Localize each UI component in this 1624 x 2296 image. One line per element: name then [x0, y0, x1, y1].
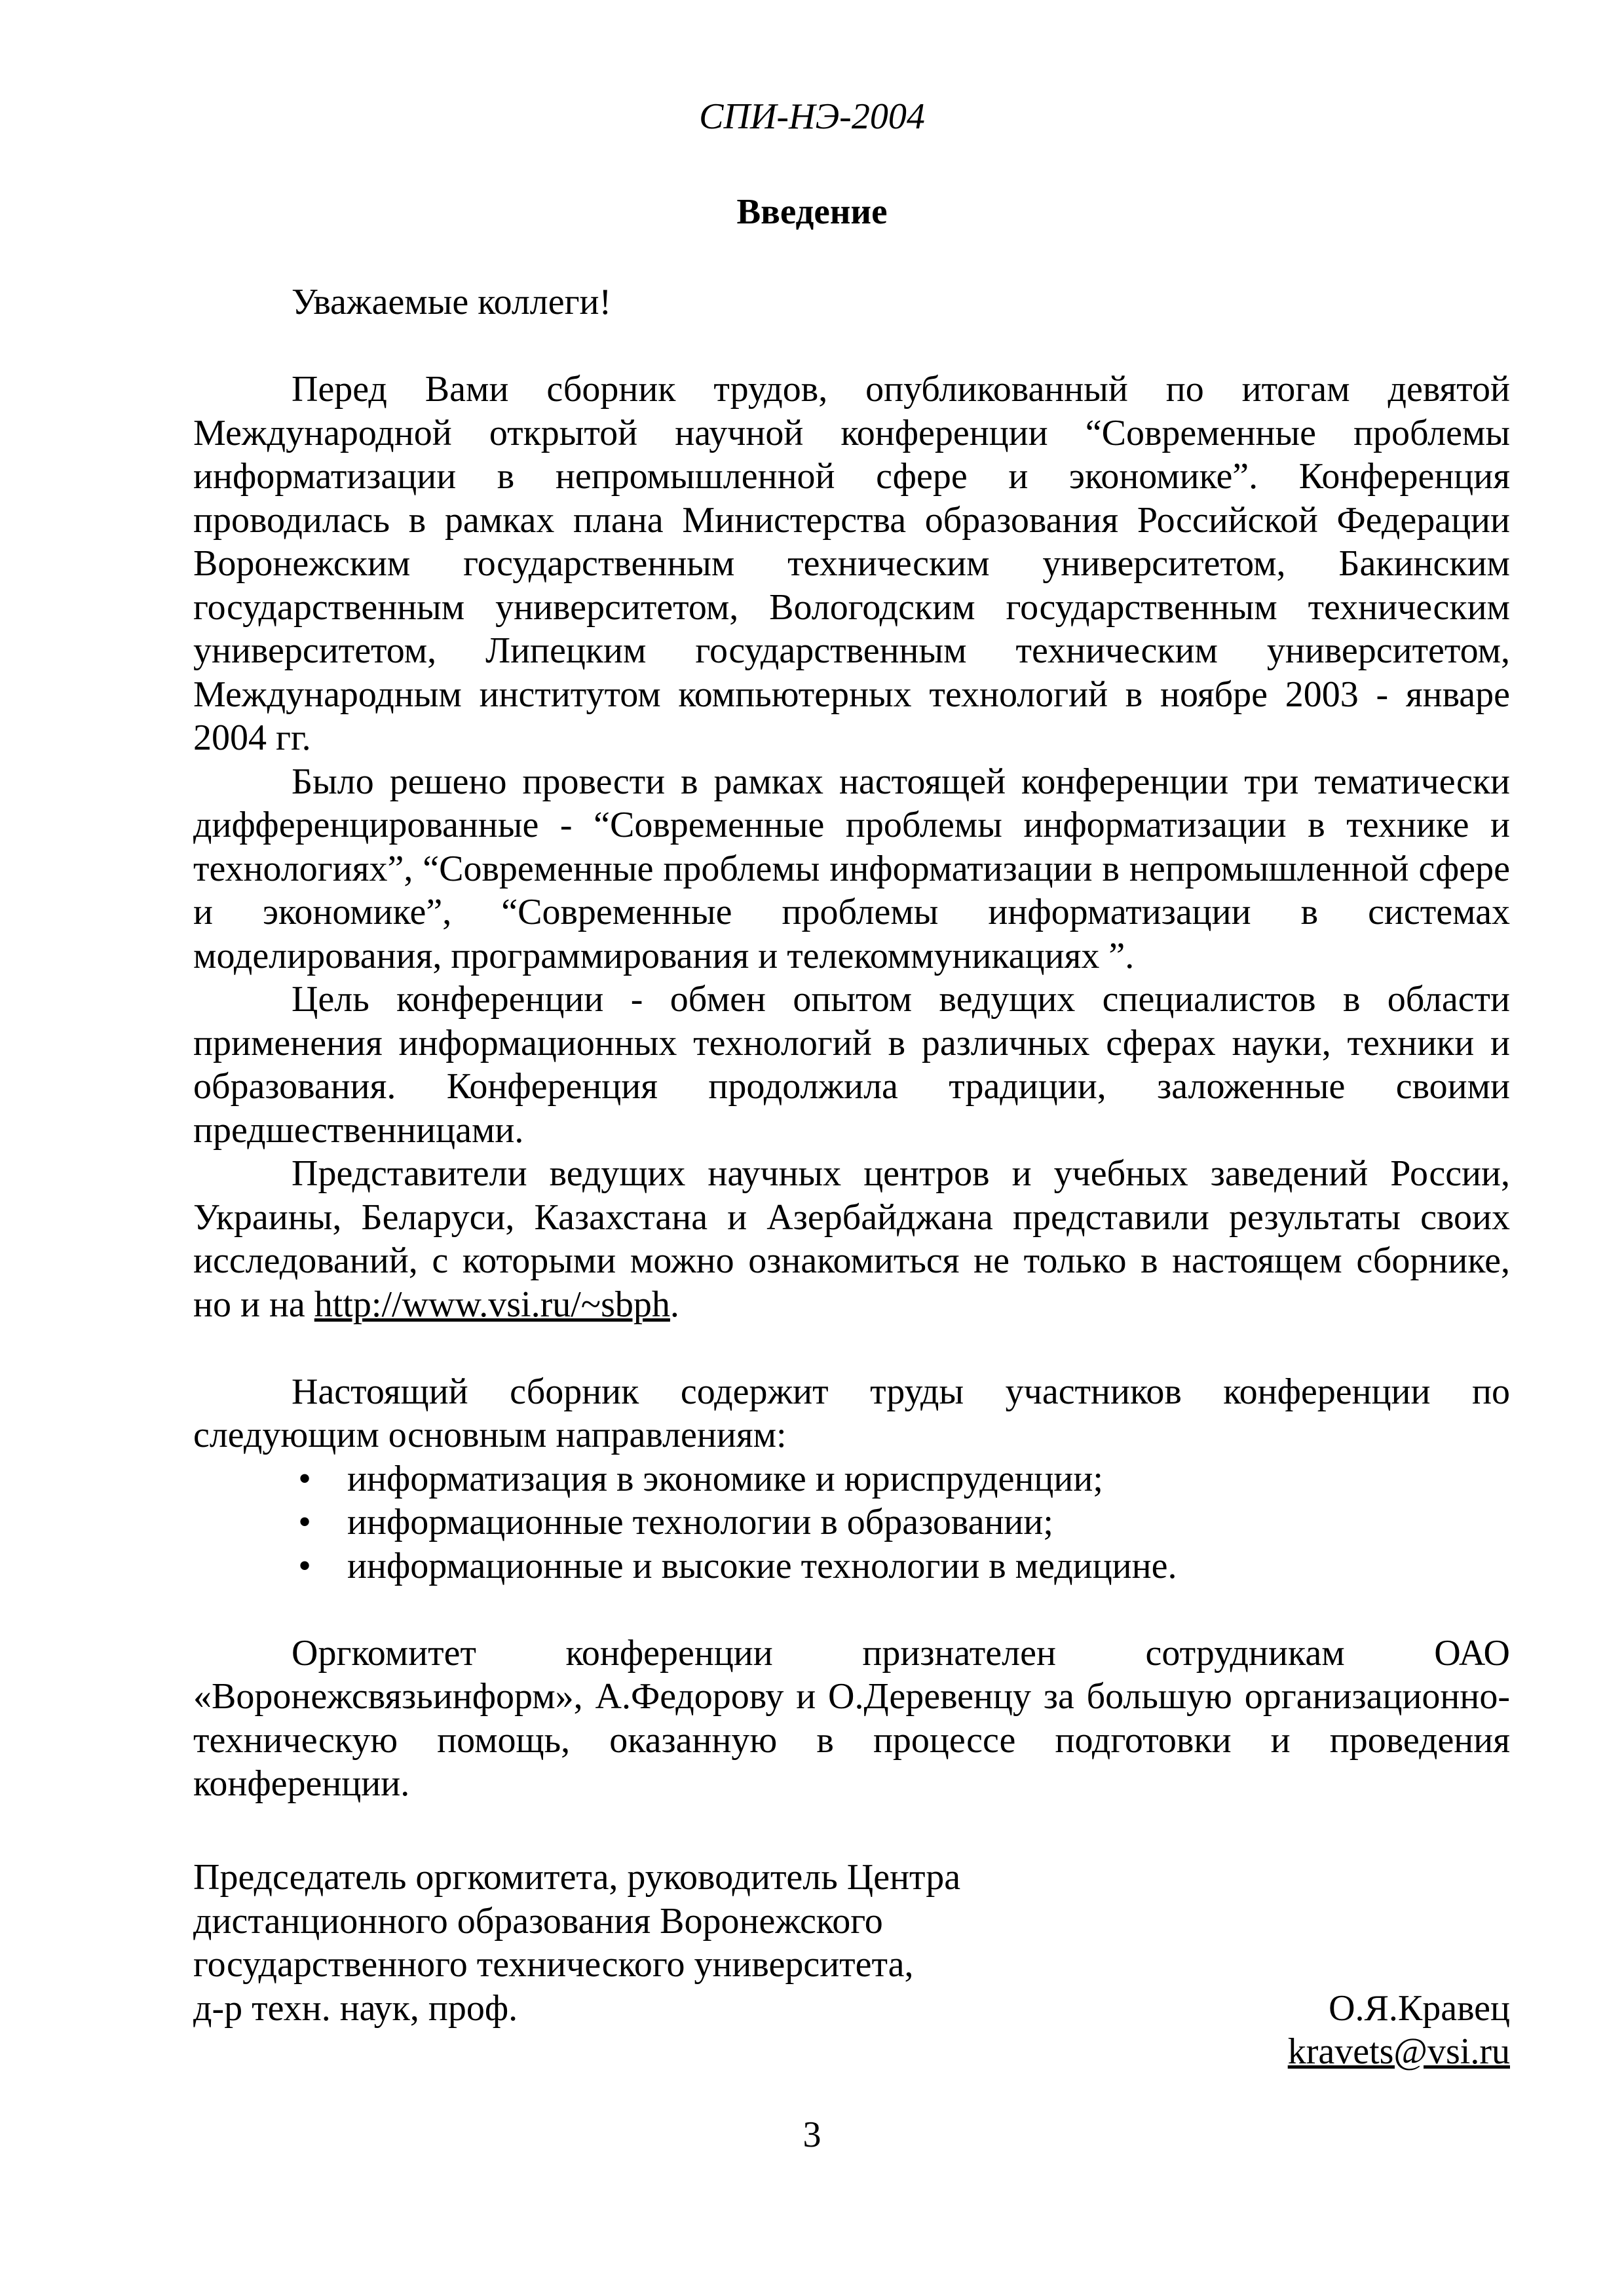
conference-link[interactable]: http://www.vsi.ru/~sbph — [314, 1284, 670, 1325]
representatives-period: . — [670, 1284, 679, 1325]
intro-paragraph-3: Цель конференции - обмен опытом ведущих специалистов в области применения информационных технологий в различных сферах науки, техники и образования. Конференция продолжила традиции, заложенные своими предшественницами. — [193, 979, 1510, 1151]
direction-text: информатизация в экономике и юриспруденции; — [347, 1458, 1103, 1499]
greeting: Уважаемые коллеги! — [292, 282, 612, 322]
signature-line-4: д-р техн. наук, проф. — [193, 1987, 518, 2029]
signature-line-3: государственного технического университета, — [193, 1944, 914, 1985]
contents-paragraph: Настоящий сборник содержит труды участников конференции по следующим основным направлениям: — [193, 1371, 1510, 1455]
intro-paragraph-2: Было решено провести в рамках настоящей конференции три тематически дифференцированные - “Современные проблемы информатизации в технике и технологиях”, “Современные проблемы информатизации в непромышленной сфере и экономике”, “Современные проблемы информатизации в системах моделирования, программирования и телекоммуникациях ”. — [193, 761, 1510, 976]
direction-text: информационные технологии в образовании; — [347, 1502, 1053, 1542]
signature-block — [193, 1856, 1510, 2072]
list-item — [193, 1544, 1510, 1588]
bullet-icon: • — [298, 1502, 311, 1542]
running-title: СПИ-НЭ-2004 — [699, 96, 925, 137]
signature-line-1: Председатель оргкомитета, руководитель Центра — [193, 1857, 961, 1898]
section-title: Введение — [736, 191, 888, 231]
signature-line-2: дистанционного образования Воронежского — [193, 1900, 883, 1942]
bullet-icon: • — [298, 1458, 311, 1499]
paragraph-gap — [193, 1588, 1510, 1632]
list-item — [193, 1457, 1510, 1501]
paragraph-gap — [193, 1326, 1510, 1370]
directions-list — [193, 1457, 1510, 1588]
direction-text: информационные и высокие технологии в медицине. — [347, 1545, 1177, 1586]
list-item — [193, 1501, 1510, 1544]
representatives-paragraph — [193, 1152, 1510, 1326]
document-body — [193, 280, 1510, 1806]
signatory-email[interactable]: kravets@vsi.ru — [1287, 2031, 1510, 2072]
bullet-icon: • — [298, 1545, 311, 1586]
page-number: 3 — [803, 2114, 821, 2155]
acknowledgement-paragraph: Оргкомитет конференции признателен сотрудникам ОАО «Воронежсвязьинформ», А.Федорову и О.Деревенцу за большую организационно-техническую помощь, оказанную в процессе подготовки и проведения конференции. — [193, 1632, 1510, 1804]
intro-paragraph-1: Перед Вами сборник трудов, опубликованный по итогам девятой Международной открытой научной конференции “Современные проблемы информатизации в непромышленной сфере и экономике”. Конференция проводилась в рамках плана Министерства образования Российской Федерации Воронежским государственным техническим университетом, Бакинским государственным университетом, Вологодским государственным техническим университетом, Липецким государственным техническим университетом, Международным институтом компьютерных технологий в ноябре 2003 - январе 2004 гг. — [193, 369, 1510, 758]
representatives-text: Представители ведущих научных центров и учебных заведений России, Украины, Беларуси, Казахстана и Азербайджана представили результаты своих исследований, с которыми можно ознакомиться не только в настоящем сборнике, но и на — [193, 1153, 1510, 1325]
signatory-name: О.Я.Кравец — [1329, 1987, 1510, 2029]
